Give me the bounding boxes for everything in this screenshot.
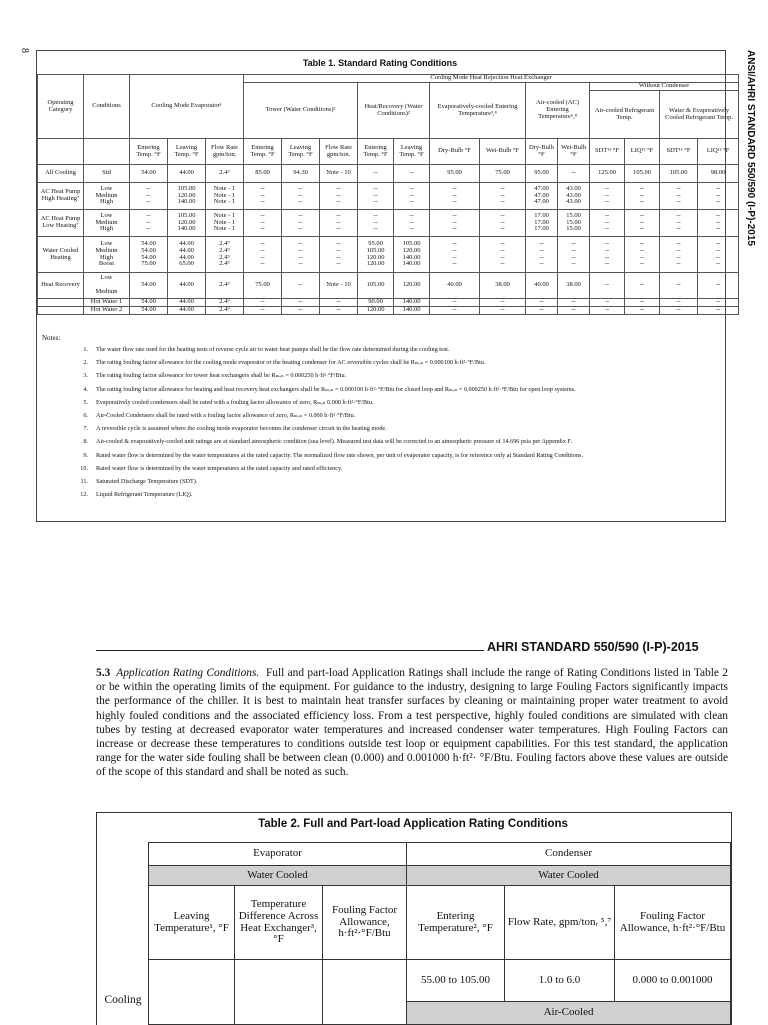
table-cell: --	[625, 273, 660, 299]
col-conditions: Conditions	[84, 75, 130, 139]
col-entering-temp: Entering Temperature², °F	[407, 886, 505, 960]
cell-entering-range: 55.00 to 105.00	[407, 960, 505, 1002]
note-item	[60, 359, 485, 366]
col-fouling-cond: Fouling Factor Allowance, h·ft²·°F/Btu	[615, 886, 731, 960]
table-cell: -- -- --	[430, 210, 480, 237]
col-flow-rate: Flow Rate, gpm/tonᵣ ⁵,⁷	[505, 886, 615, 960]
col-water-evap-ref: Water & Evaporatively Cooled Refrigerant Temp.	[660, 91, 739, 139]
sub-entering: Entering Temp. °F	[130, 139, 168, 165]
table-cell: 40.00	[430, 273, 480, 299]
note-number: 2.	[83, 359, 88, 367]
row-category: AC Heat Pump Low Heating⁷	[38, 210, 84, 237]
note-item	[60, 372, 346, 379]
table-cell: -- -- -- --	[320, 237, 358, 273]
header-rule	[96, 650, 484, 651]
table-cell: -- -- --	[358, 210, 394, 237]
table-cell: 15.00 15.00 15.00	[558, 210, 590, 237]
table-cell: 2.4⁹	[206, 165, 244, 183]
note-number: 6.	[83, 412, 88, 419]
col-air-cooled: Air-cooled (AC) Entering Temperature⁶,⁸	[526, 83, 590, 139]
table2	[148, 842, 731, 1025]
table-cell: 94.30	[282, 165, 320, 183]
section-heading: Application Rating Conditions.	[116, 667, 260, 679]
table-cell: --	[558, 307, 590, 315]
table-cell: -- -- --	[282, 210, 320, 237]
row-category: All Cooling	[38, 165, 84, 183]
table-cell: -- -- --	[320, 210, 358, 237]
section-body: Full and part-load Application Ratings shall include the range of Rating Conditions listed in Table 2 or be within the operating limits of the equipment. For guidance to the industry, designing to large Fouling Factors significantly impacts the performance of the chiller. It is best to maintain heat transfer surfaces by cleaning or maintaining proper water treatment to avoid highly fouled conditions and the associated efficiency loss. From a test perspective, highly fouled conditions are simulated with clean tubes by testing at decreased evaporator water temperatures and increased condenser water temperatures. High Fouling Factors can increase or decrease these temperatures to conditions outside test loop or equipment capabilities. For this test standard, the application range for the water side fouling shall be between clean (0.000) and 0.001000 h·ft²· °F/Btu. Fouling factors above these values are outside of the scope of this standard and shall be noted as such.	[96, 667, 728, 779]
col-evaporator: Evaporator	[149, 843, 407, 866]
table1-title: Table 1. Standard Rating Conditions	[302, 58, 458, 68]
table-cell: -- -- -- --	[480, 237, 526, 273]
table-cell: -- -- -- --	[558, 237, 590, 273]
table-cell: --	[590, 307, 625, 315]
table-cell: --	[625, 307, 660, 315]
table-row	[38, 237, 739, 273]
table-cell: 44.00	[168, 307, 206, 315]
table-cell: --	[660, 299, 698, 307]
sub-flow: Flow Rate gpm/tonᵣ	[320, 139, 358, 165]
note-text: Liquid Refrigerant Temperature (LIQ).	[96, 491, 193, 499]
table-cell: -- -- --	[130, 183, 168, 210]
row-condition: Hot Water 2	[84, 307, 130, 315]
sub-liq: LIQ¹² °F	[698, 139, 739, 165]
table-cell: -- -- --	[480, 210, 526, 237]
table-cell: 95.00	[526, 165, 558, 183]
table-cell: -- -- --	[244, 183, 282, 210]
notes-label: Notes:	[42, 334, 61, 342]
table-cell: --	[698, 299, 739, 307]
row-category: AC Heat Pump High Heating⁷	[38, 183, 84, 210]
page-header: AHRI STANDARD 550/590 (I-P)-2015	[487, 640, 699, 654]
table1	[37, 74, 739, 315]
table-cell: 17.00 17.00 17.00	[526, 210, 558, 237]
table-cell: --	[282, 307, 320, 315]
table-cell: 38.00	[480, 273, 526, 299]
table-cell: --	[394, 165, 430, 183]
sub-sdt: SDT¹¹ °F	[660, 139, 698, 165]
table-cell: 44.00	[168, 165, 206, 183]
table-cell: 47.00 47.00 47.00	[526, 183, 558, 210]
table-cell: --	[282, 273, 320, 299]
table-cell: --	[660, 273, 698, 299]
table-cell: -- -- -- --	[590, 237, 625, 273]
row-condition: Std	[84, 165, 130, 183]
table-cell: 75.00	[244, 273, 282, 299]
table-cell: 105.00 120.00 140.00 140.00	[394, 237, 430, 273]
note-number: 1.	[83, 346, 88, 353]
table-cell: 85.00	[244, 165, 282, 183]
table-cell: -- -- -- --	[526, 237, 558, 273]
table-row	[38, 210, 739, 237]
table-cell: 2.4⁹	[206, 307, 244, 315]
table-cell: 2.4⁹ 2.4⁹ 2.4⁹ 2.4⁹	[206, 237, 244, 273]
note-text: Rated water flow is determined by the water temperatures at the rated capacity and rated efficiency.	[96, 464, 343, 472]
page-number: 8	[19, 48, 30, 53]
row-cooling-label: Cooling	[104, 994, 142, 1006]
sub-entering: Entering Temp. °F	[358, 139, 394, 165]
table-cell: 95.00 105.00 120.00 120.00	[358, 237, 394, 273]
table-cell: --	[698, 273, 739, 299]
table-cell: -- -- --	[625, 183, 660, 210]
running-header-text: ANSI/AHRI STANDARD 550/590 (I-P)-2015	[745, 50, 756, 246]
table-cell: 38.00	[558, 273, 590, 299]
note-text: A reversible cycle is assumed where the cooling mode evaporator becomes the condenser circuit in the heating mode.	[96, 425, 387, 433]
col-condenser: Condenser	[407, 843, 731, 866]
note-text: Air-cooled & evaporatively-cooled unit ratings are at standard atmospheric condition (sea level). Measured test data will be corrected to an atmospheric pressure of 14.696 psia per Appendix F.	[96, 438, 573, 446]
col-group-heat-rejection: Cooling Mode Heat Rejection Heat Exchanger	[244, 75, 739, 83]
table-cell: --	[244, 299, 282, 307]
running-header-vertical	[740, 50, 760, 570]
table-row	[38, 183, 739, 210]
table-cell: 120.00	[394, 273, 430, 299]
table-cell: --	[698, 307, 739, 315]
note-number: 4.	[83, 385, 88, 393]
note-text: Rated water flow is determined by the water temperatures at the rated capacity. The normalized flow rate shown, per unit of evaporator capacity, is for reference only at Standard Rating Conditions.	[96, 451, 584, 459]
table-cell: Note - 10	[320, 273, 358, 299]
table-cell: --	[558, 299, 590, 307]
note-number: 11.	[80, 478, 88, 485]
table-cell: Note - 1 Note - 1 Note - 1	[206, 183, 244, 210]
table-cell: 43.00 43.00 43.00	[558, 183, 590, 210]
note-item	[60, 386, 576, 393]
table-row	[38, 165, 739, 183]
table-cell: 105.00 120.00 140.00	[168, 183, 206, 210]
col-aircooled-ref: Air-cooled Refrigerant Temp.	[590, 91, 660, 139]
table-cell: 95.00	[430, 165, 480, 183]
sub-leaving: Leaving Temp. °F	[168, 139, 206, 165]
table-cell: --	[430, 299, 480, 307]
sub-liq: LIQ¹² °F	[625, 139, 660, 165]
note-item	[60, 491, 192, 498]
sub-leaving: Leaving Temp. °F	[394, 139, 430, 165]
col-evaporator: Cooling Mode Evaporator¹	[130, 75, 244, 139]
table-cell: -- -- -- --	[244, 237, 282, 273]
row-condition: Low Medium High	[84, 183, 130, 210]
note-text: Air-Cooled Condensers shall be rated with a fouling factor allowance of zero, Rₘₒₙ = 0.000 h·ft²·°F/Btu.	[96, 412, 356, 419]
table-cell: -- -- --	[320, 183, 358, 210]
row-condition: Low Medium High Boost	[84, 237, 130, 273]
table-cell: -- -- --	[394, 210, 430, 237]
table-cell: 140.00	[394, 307, 430, 315]
table-cell: 44.00 44.00 44.00 65.00	[168, 237, 206, 273]
note-number: 12.	[80, 491, 88, 499]
note-item	[60, 346, 449, 353]
table-cell: -- -- --	[358, 183, 394, 210]
table-cell: --	[480, 299, 526, 307]
table-row	[38, 273, 739, 299]
table-cell: -- -- --	[698, 210, 739, 237]
row-category	[38, 307, 84, 315]
table-cell: -- -- --	[244, 210, 282, 237]
col-temp-difference: Temperature Difference Across Heat Exchanger³, °F	[235, 886, 323, 960]
table-cell: --	[526, 299, 558, 307]
table-cell: 105.00 120.00 140.00	[168, 210, 206, 237]
table-cell: --	[358, 165, 394, 183]
table-cell: 54.00 54.00 54.00 75.00	[130, 237, 168, 273]
table-cell: 105.00	[660, 165, 698, 183]
note-item	[60, 412, 355, 419]
row-category: Water Cooled Heating	[38, 237, 84, 273]
table-cell: 54.00	[130, 307, 168, 315]
table-cell: 125.00	[590, 165, 625, 183]
table-cell: -- -- -- --	[625, 237, 660, 273]
row-category	[38, 299, 84, 307]
table-cell: 2.4⁹	[206, 299, 244, 307]
table-cell: --	[320, 299, 358, 307]
row-category: Heat Recovery	[38, 273, 84, 299]
sub-flow: Flow Rate gpm/tonᵣ	[206, 139, 244, 165]
table-cell: --	[625, 299, 660, 307]
note-item	[60, 438, 572, 445]
col-tower: Tower (Water Conditions)²	[244, 83, 358, 139]
col-heat-recovery: Heat/Recovery (Water Conditions)²	[358, 83, 430, 139]
table-cell: Note - 10	[320, 165, 358, 183]
sub-drybulb: Dry-Bulb °F	[430, 139, 480, 165]
col-operating-category: Operating Category	[38, 75, 84, 139]
cell-flow-range: 1.0 to 6.0	[505, 960, 615, 1002]
table-cell: 54.00	[130, 299, 168, 307]
table-cell: -- -- --	[625, 210, 660, 237]
table-cell: -- -- --	[660, 183, 698, 210]
section-paragraph	[96, 666, 728, 780]
sub-entering: Entering Temp. °F	[244, 139, 282, 165]
table-cell: --	[660, 307, 698, 315]
note-text: The rating fouling factor allowance for heating and heat recovery heat exchangers shall be Rₘₒₙ = 0.000100 h·ft²·°F/Btu for closed loop and Rₘₒₙ = 0.000250 h·ft²·°F/Btu for open loop systems.	[96, 385, 576, 393]
row-condition: Hot Water 1	[84, 299, 130, 307]
note-number: 3.	[83, 372, 88, 380]
col-fouling-evap: Fouling Factor Allowance, h·ft²·°F/Btu	[323, 886, 407, 960]
table-cell: Note - 1 Note - 1 Note - 1	[206, 210, 244, 237]
table-cell: 105.00	[625, 165, 660, 183]
table-cell: -- -- --	[698, 183, 739, 210]
evap-water-cooled: Water Cooled	[149, 866, 407, 886]
table-cell: 44.00	[168, 273, 206, 299]
table-cell: --	[282, 299, 320, 307]
note-item	[60, 425, 387, 432]
table-cell: -- -- --	[590, 183, 625, 210]
table-cell: 40.00	[526, 273, 558, 299]
table-cell: -- -- --	[394, 183, 430, 210]
table-cell: 90.00	[358, 299, 394, 307]
col-without-condenser: Without Condenser	[590, 83, 739, 91]
note-text: Evaporatively cooled condensers shall be rated with a fouling factor allowance of zero, Rₘₒₙ 0.000 h·ft²·°F/Btu.	[96, 398, 374, 406]
table-cell: 2.4⁹	[206, 273, 244, 299]
note-item	[60, 478, 197, 485]
note-text: Saturated Discharge Temperature (SDT).	[96, 478, 198, 485]
table-cell: --	[526, 307, 558, 315]
col-evap-cooled: Evaporatively-cooled Entering Temperature³,⁸	[430, 83, 526, 139]
note-text: The rating fouling factor allowance for the cooling mode evaporator or the heating condenser for AC reversible cycles shall be Rₘₒₙ = 0.000100 h·ft²·°F/Btu.	[96, 359, 486, 367]
note-item	[60, 399, 374, 406]
sidebar-rule	[748, 545, 749, 546]
sub-drybulb: Dry-Bulb °F	[526, 139, 558, 165]
cell-fouling-range: 0.000 to 0.001000	[615, 960, 731, 1002]
table-cell: --	[590, 299, 625, 307]
table-cell: --	[430, 307, 480, 315]
note-text: The water flow rate used for the heating tests of reverse cycle air to water heat pumps shall be the flow rate determined during the cooling test.	[96, 346, 450, 353]
row-condition: Low Medium High	[84, 210, 130, 237]
table-cell: 44.00	[168, 299, 206, 307]
table-cell: 54.00	[130, 273, 168, 299]
table-cell: --	[244, 307, 282, 315]
table-cell: -- -- -- --	[282, 237, 320, 273]
note-number: 9.	[83, 451, 88, 459]
table-row	[38, 307, 739, 315]
table2-title: Table 2. Full and Part-load Application Rating Conditions	[258, 818, 568, 830]
col-leaving-temp: Leaving Temperature¹, °F	[149, 886, 235, 960]
note-item	[60, 465, 342, 472]
table-cell: -- -- --	[130, 210, 168, 237]
note-number: 7.	[83, 425, 88, 433]
table-cell: 75.00	[480, 165, 526, 183]
table-cell: --	[320, 307, 358, 315]
table-cell: -- -- --	[282, 183, 320, 210]
table-cell: --	[590, 273, 625, 299]
table-cell: 98.00	[698, 165, 739, 183]
table-cell: --	[558, 165, 590, 183]
table-cell: 120.00	[358, 307, 394, 315]
sub-wetbulb: Wet-Bulb °F	[480, 139, 526, 165]
sub-wetbulb: Wet-Bulb °F	[558, 139, 590, 165]
cond-air-cooled: Air-Cooled	[407, 1002, 731, 1025]
table1-body	[38, 165, 739, 315]
note-item	[60, 452, 583, 459]
note-number: 10.	[80, 464, 88, 472]
table-cell: -- -- --	[660, 210, 698, 237]
cond-water-cooled: Water Cooled	[407, 866, 731, 886]
table-cell: -- -- --	[430, 183, 480, 210]
table-cell: --	[480, 307, 526, 315]
table-cell: -- -- --	[480, 183, 526, 210]
sub-leaving: Leaving Temp. °F	[282, 139, 320, 165]
table-cell: -- -- -- --	[660, 237, 698, 273]
sub-sdt: SDT¹¹ °F	[590, 139, 625, 165]
note-text: The rating fouling factor allowance for tower heat exchangers shall be Rₘₒₙ = 0.000250 h·ft²·°F/Btu.	[96, 372, 347, 380]
row-condition: Low Medium	[84, 273, 130, 299]
table-cell: -- -- -- --	[698, 237, 739, 273]
section-number: 5.3	[96, 667, 111, 679]
note-number: 8.	[83, 438, 88, 446]
table-cell: -- -- -- --	[430, 237, 480, 273]
table-cell: 140.00	[394, 299, 430, 307]
table-cell: -- -- --	[590, 210, 625, 237]
table-cell: 105.00	[358, 273, 394, 299]
note-number: 5.	[83, 398, 88, 406]
table-cell: 54.00	[130, 165, 168, 183]
